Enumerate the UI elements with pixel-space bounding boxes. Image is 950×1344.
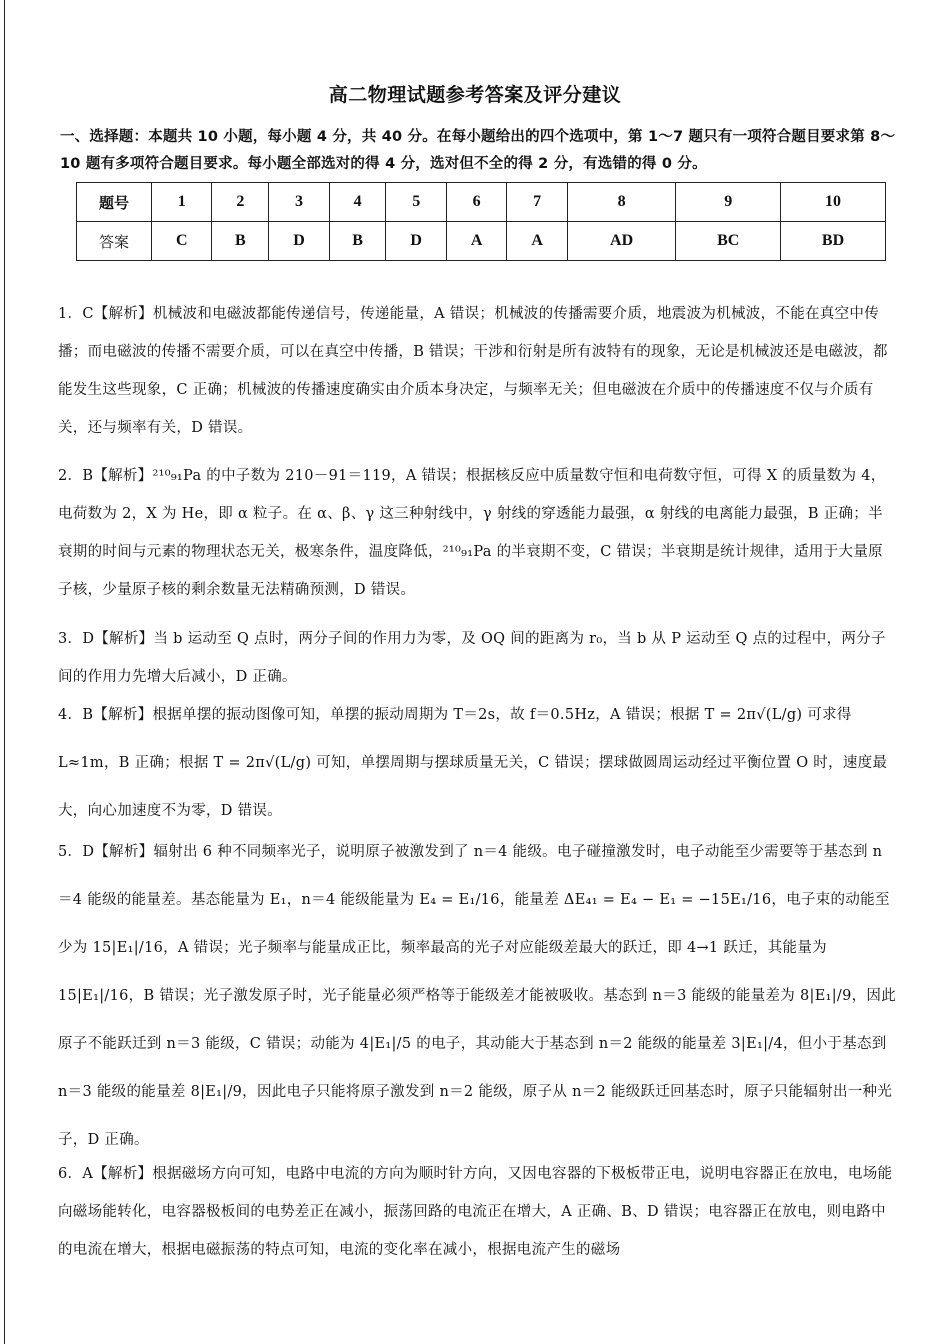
- answer-cell: B: [329, 222, 386, 261]
- question-number: 4: [329, 183, 386, 222]
- question-number: 3: [269, 183, 329, 222]
- answer-cell: A: [446, 222, 506, 261]
- question-number: 6: [446, 183, 506, 222]
- answer-cell: D: [269, 222, 329, 261]
- question-number: 8: [567, 183, 675, 222]
- section-instructions: 一、选择题：本题共 10 小题，每小题 4 分，共 40 分。在每小题给出的四个选项中，第 1～7 题只有一项符合题目要求第 8～10 题有多项符合题目要求。每小题全部选对的得 4 分，选对但不全的得 2 分，有选错的得 0 分。: [60, 129, 896, 172]
- explanation-6: 6．A【解析】根据磁场方向可知，电路中电流的方向为顺时针方向，又因电容器的下极板带正电，说明电容器正在放电，电场能向磁场能转化，电容器极板间的电势差正在减小，振荡回路的电流正在增大，A 正确、B、D 错误；电容器正在放电，则电路中的电流在增大，根据电磁振荡的特点可知，电流的变化率在减小，根据电流产生的磁场: [58, 1166, 893, 1258]
- question-number: 10: [781, 183, 886, 222]
- answer-cell: D: [386, 222, 446, 261]
- question-number: 1: [152, 183, 212, 222]
- table-row-numbers: [77, 183, 886, 222]
- answer-cell: BC: [676, 222, 781, 261]
- answer-cell: A: [507, 222, 567, 261]
- answer-cell: B: [212, 222, 269, 261]
- explanation-2: 2．B【解析】²¹⁰₉₁Pa 的中子数为 210－91＝119，A 错误；根据核反应中质量数守恒和电荷数守恒，可得 X 的质量数为 4，电荷数为 2，X 为 He，即 α 粒子。在 α、β、γ 这三种射线中，γ 射线的穿透能力最强，α 射线的电离能力最强，B 正确；半衰期的时间与元素的物理状态无关，极寒条件，温度降低，²¹⁰₉₁Pa 的半衰期不变，C 错误；半衰期是统计规律，适用于大量原子核，少量原子核的剩余数量无法精确预测，D 错误。: [58, 468, 886, 598]
- question-number: 7: [507, 183, 567, 222]
- explanation-5: 5．D【解析】辐射出 6 种不同频率光子，说明原子被激发到了 n＝4 能级。电子碰撞激发时，电子动能至少需要等于基态到 n＝4 能级的能量差。基态能量为 E₁，n＝4 能级能量为 E₄ = E₁/16，能量差 ΔE₄₁ = E₄ − E₁ = −15E₁/16，电子束的动能至少为 15|E₁|/16，A 错误；光子频率与能量成正比，频率最高的光子对应能级差最大的跃迁，即 4→1 跃迁，其能量为 15|E₁|/16，B 错误；光子激发原子时，光子能量必须严格等于能级差才能被吸收。基态到 n＝3 能级的能量差为 8|E₁|/9，因此原子不能跃迁到 n＝3 能级，C 错误；动能为 4|E₁|/5 的电子，其动能大于基态到 n＝2 能级的能量差 3|E₁|/4，但小于基态到 n＝3 能级的能量差 8|E₁|/9，因此电子只能将原子激发到 n＝2 能级，原子从 n＝2 能级跃迁回基态时，原子只能辐射出一种光子，D 正确。: [58, 844, 897, 1148]
- answer-cell: BD: [781, 222, 886, 261]
- explanation-1: 1．C【解析】机械波和电磁波都能传递信号，传递能量，A 错误；机械波的传播需要介质，地震波为机械波，不能在真空中传播；而电磁波的传播不需要介质，可以在真空中传播，B 错误；干涉和衍射是所有波特有的现象，无论是机械波还是电磁波，都能发生这些现象，C 正确；机械波的传播速度确实由介质本身决定，与频率无关；但电磁波在介质中的传播速度不仅与介质有关，还与频率有关，D 错误。: [58, 306, 888, 436]
- explanation-3: 3．D【解析】当 b 运动至 Q 点时，两分子间的作用力为零，及 OQ 间的距离为 r₀，当 b 从 P 运动至 Q 点的过程中，两分子间的作用力先增大后减小，D 正确。: [58, 631, 886, 685]
- question-number: 2: [212, 183, 269, 222]
- explanation-4: 4．B【解析】根据单摆的振动图像可知，单摆的振动周期为 T＝2s，故 f＝0.5Hz，A 错误；根据 T = 2π√(L/g) 可求得 L≈1m，B 正确；根据 T = 2π√(L/g) 可知，单摆周期与摆球质量无关，C 错误；摆球做圆周运动经过平衡位置 O 时，速度最大，向心加速度不为零，D 错误。: [58, 707, 888, 819]
- page-title: 高二物理试题参考答案及评分建议: [328, 84, 622, 106]
- question-number: 9: [676, 183, 781, 222]
- question-number: 5: [386, 183, 446, 222]
- answer-cell: C: [152, 222, 212, 261]
- answer-cell: AD: [567, 222, 675, 261]
- header-answer: 答案: [77, 222, 152, 261]
- table-row-answers: [77, 222, 886, 261]
- answer-table: [76, 182, 886, 261]
- header-number: 题号: [77, 183, 152, 222]
- page-left-border: [4, 0, 5, 1344]
